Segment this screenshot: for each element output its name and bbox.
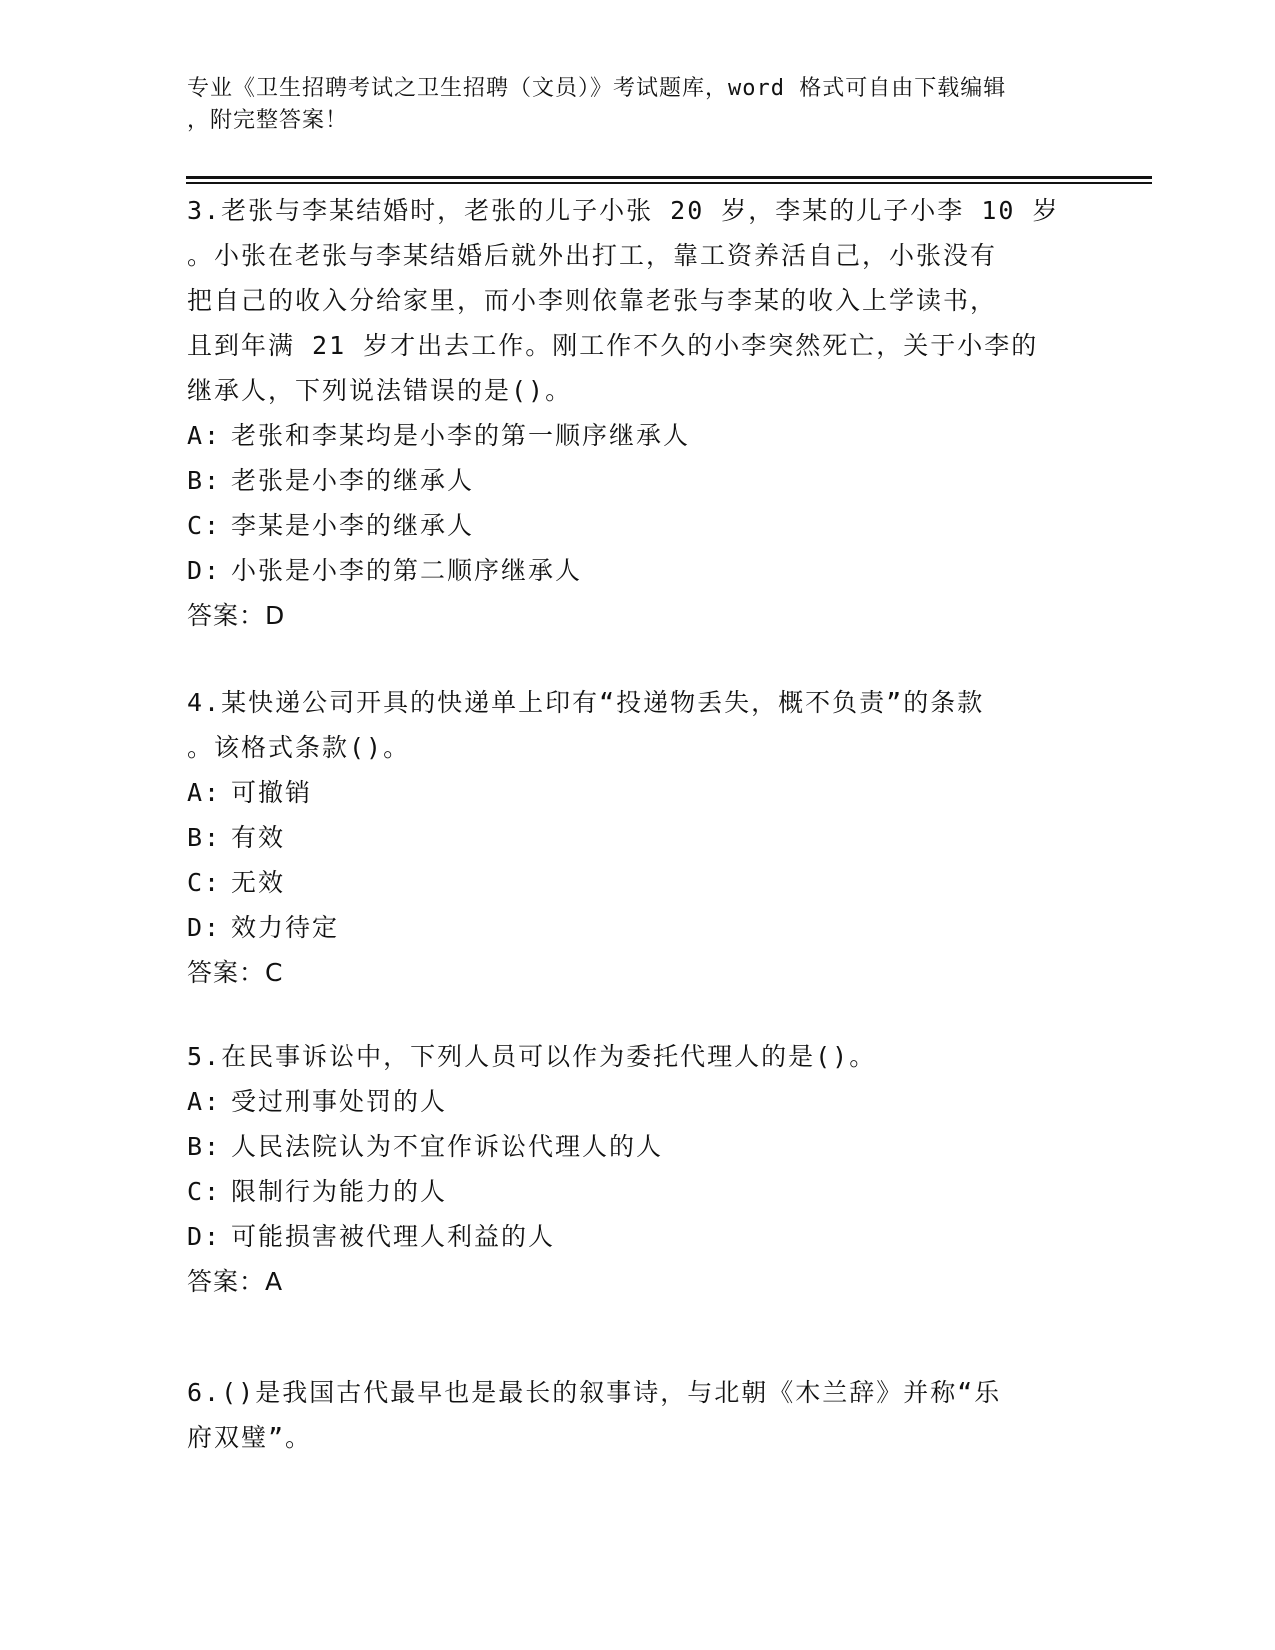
document-header-line-1: 专业《卫生招聘考试之卫生招聘（文员）》考试题库，word 格式可自由下载编辑 [187,76,1007,101]
answer-line: 答案：C [187,958,284,987]
question-text-line: 且到年满 21 岁才出去工作。刚工作不久的小李突然死亡，关于小李的 [187,331,1039,360]
option-letter: A: [187,421,222,450]
question-5 [187,1034,1067,1304]
header-rule-bottom [186,182,1152,184]
option-text: 无效 [231,868,286,897]
option-a [187,770,1067,815]
option-letter: B: [187,823,222,852]
option-letter: C: [187,511,222,540]
option-c [187,503,1067,548]
question-text-line: 把自己的收入分给家里，而小李则依靠老张与李某的收入上学读书， [187,286,998,315]
option-a [187,1079,1067,1124]
option-text: 限制行为能力的人 [231,1177,448,1206]
option-text: 人民法院认为不宜作诉讼代理人的人 [231,1132,664,1161]
option-a [187,413,1067,458]
question-text-line: 6.()是我国古代最早也是最长的叙事诗，与北朝《木兰辞》并称“乐 [187,1378,1002,1407]
option-text: 老张是小李的继承人 [231,466,475,495]
question-text-line: 继承人，下列说法错误的是()。 [187,376,573,405]
option-letter: A: [187,778,222,807]
option-text: 小张是小李的第二顺序继承人 [231,556,583,585]
option-letter: A: [187,1087,222,1116]
option-text: 受过刑事处罚的人 [231,1087,448,1116]
option-d [187,905,1067,950]
option-text: 李某是小李的继承人 [231,511,475,540]
option-d [187,548,1067,593]
option-b [187,815,1067,860]
option-b [187,458,1067,503]
option-text: 可能损害被代理人利益的人 [231,1222,556,1251]
question-text-line: 5.在民事诉讼中，下列人员可以作为委托代理人的是()。 [187,1042,877,1071]
option-c [187,860,1067,905]
option-c [187,1169,1067,1214]
option-text: 可撤销 [231,778,313,807]
question-text-line: 3.老张与李某结婚时，老张的儿子小张 20 岁，李某的儿子小李 10 岁 [187,196,1060,225]
option-text: 效力待定 [231,913,340,942]
question-text-line: 。小张在老张与李某结婚后就外出打工，靠工资养活自己，小张没有 [187,241,998,270]
answer-line: 答案：D [187,601,286,630]
option-b [187,1124,1067,1169]
option-d [187,1214,1067,1259]
option-letter: D: [187,556,222,585]
answer-line: 答案：A [187,1267,284,1296]
question-6 [187,1370,1067,1460]
document-header-line-2: ，附完整答案！ [187,108,349,133]
question-3 [187,188,1067,638]
option-letter: C: [187,868,222,897]
option-letter: D: [187,913,222,942]
question-text-line: 4.某快递公司开具的快递单上印有“投递物丢失，概不负责”的条款 [187,688,985,717]
header-rule-top [186,176,1152,179]
question-text-line: 。该格式条款()。 [187,733,411,762]
question-4 [187,680,1067,995]
question-text-line: 府双璧”。 [187,1423,313,1452]
option-letter: B: [187,1132,222,1161]
option-text: 老张和李某均是小李的第一顺序继承人 [231,421,691,450]
option-letter: B: [187,466,222,495]
option-letter: C: [187,1177,222,1206]
option-text: 有效 [231,823,286,852]
option-letter: D: [187,1222,222,1251]
